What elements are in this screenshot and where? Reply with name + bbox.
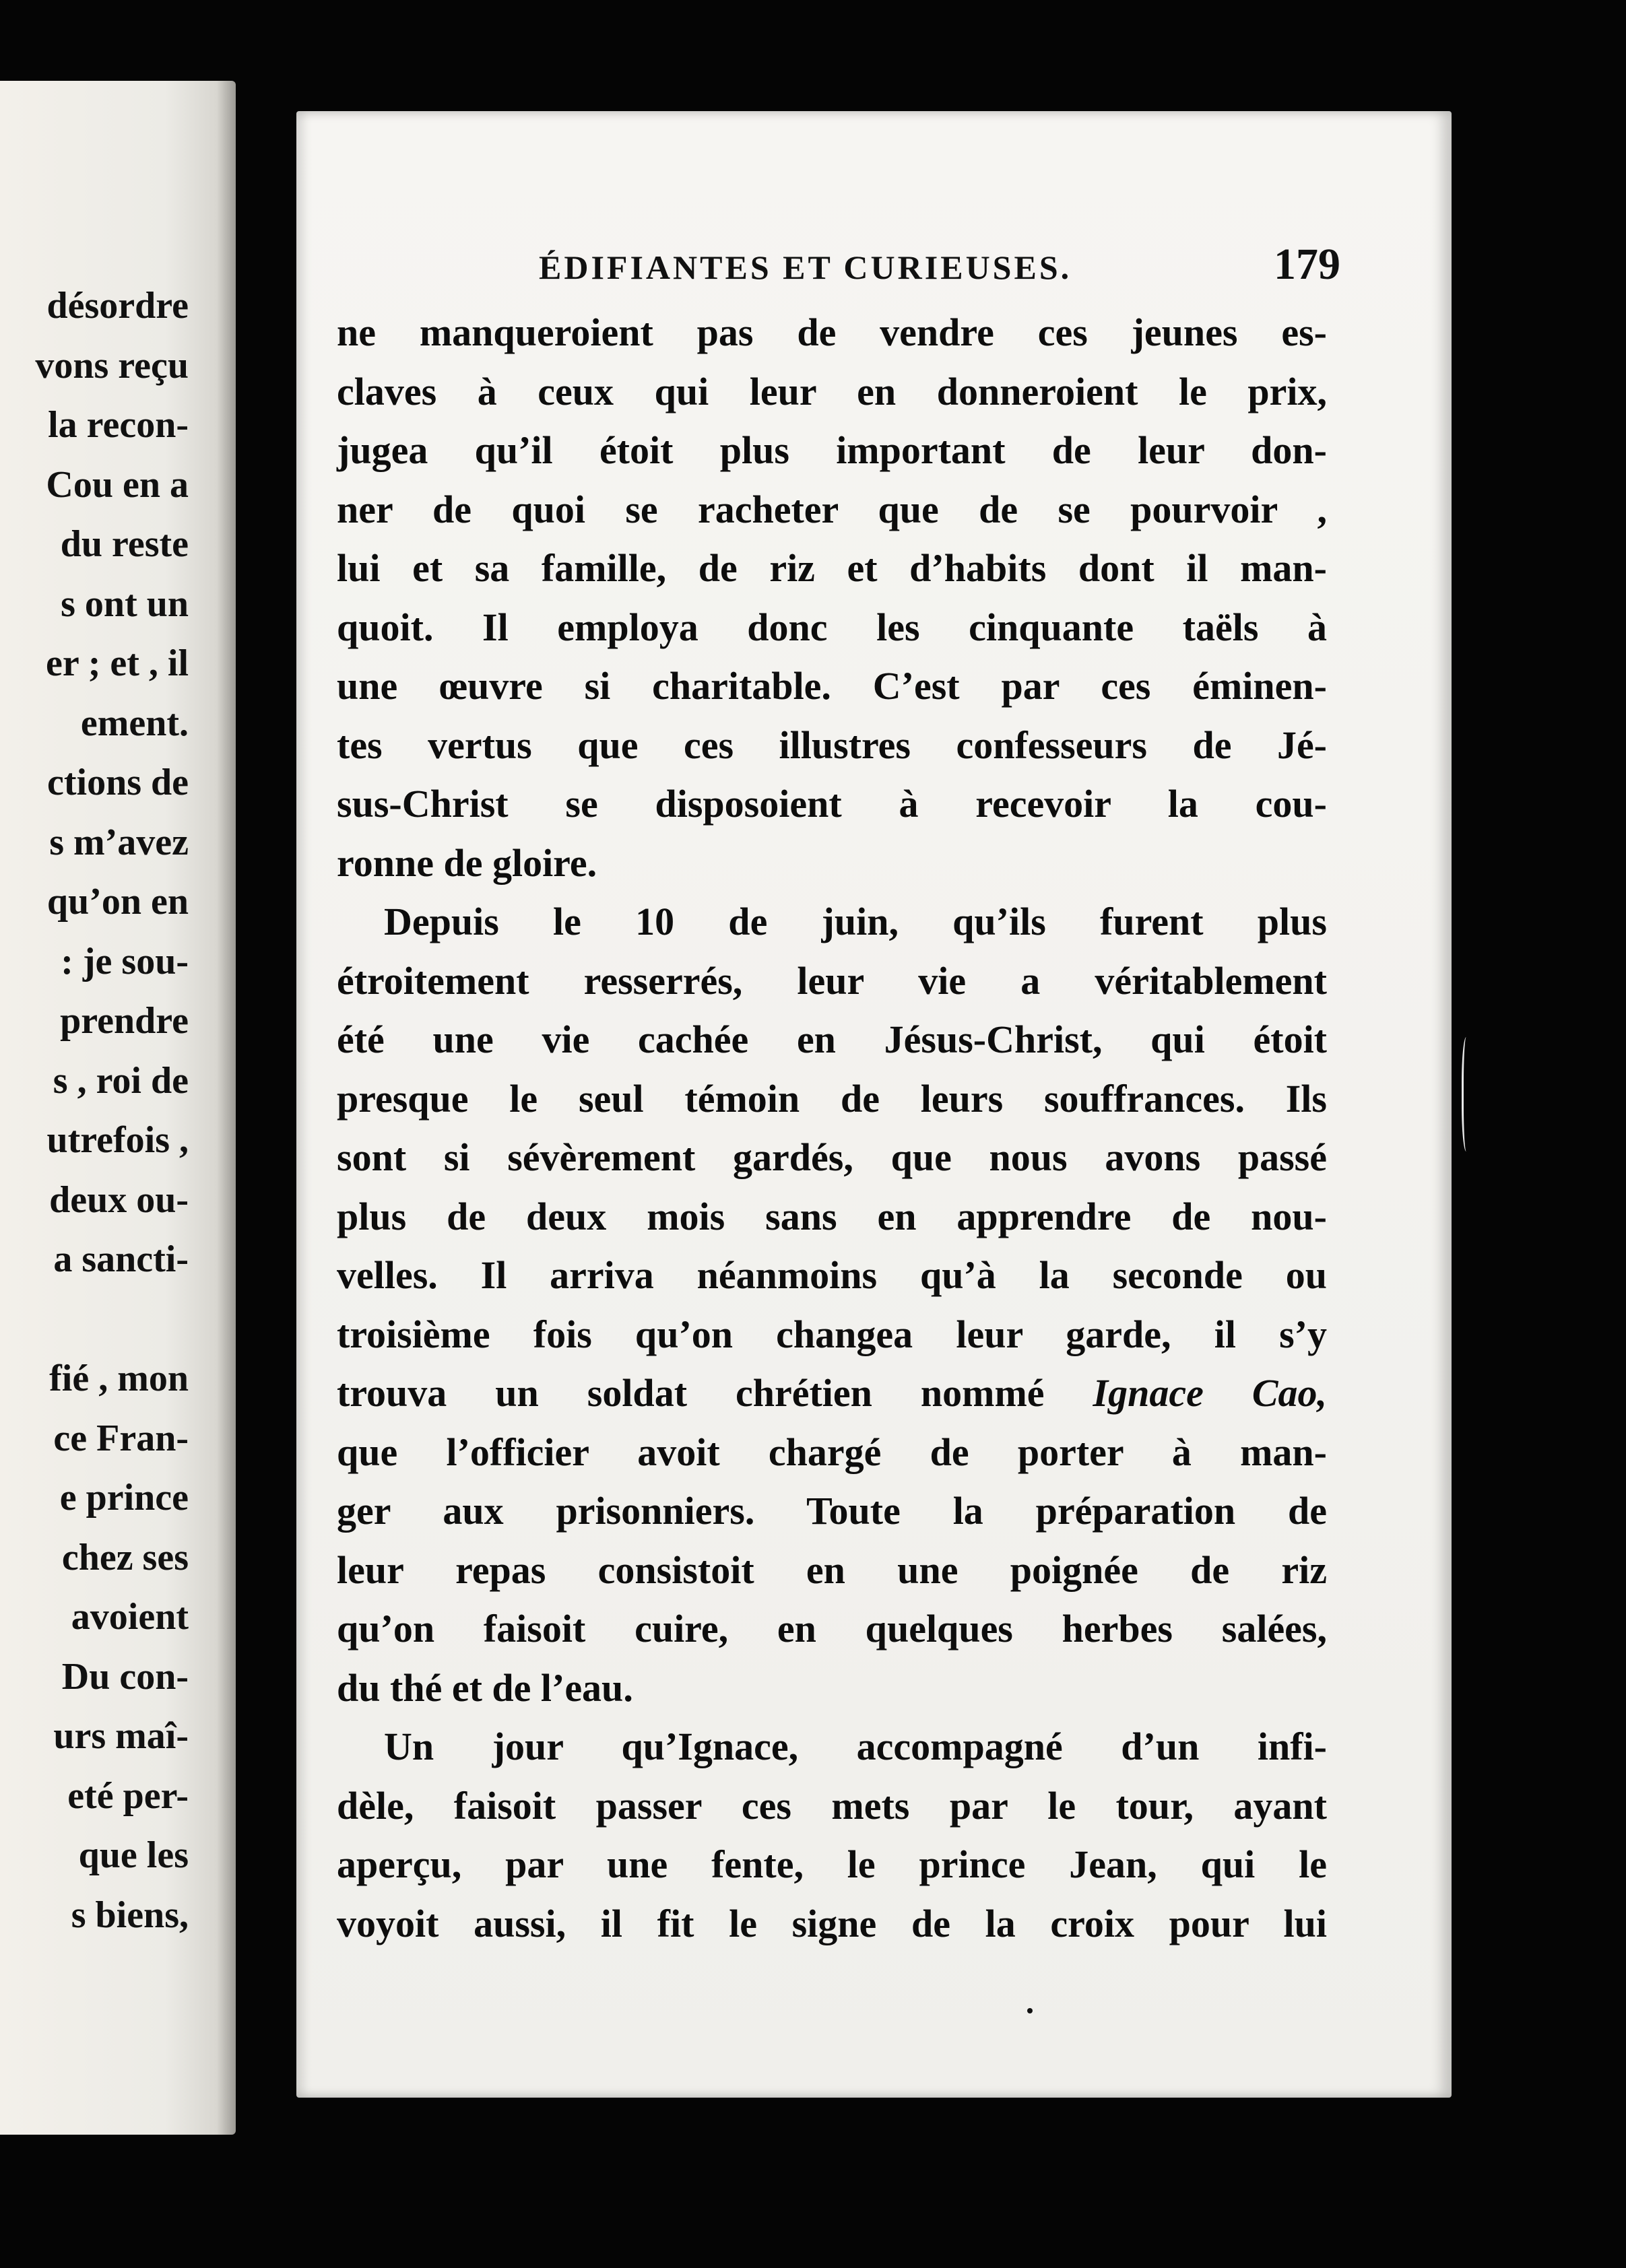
text-line: troisième fois qu’on changea leur garde, il s’y (337, 1312, 1327, 1356)
previous-page-line: prendre (60, 1000, 189, 1042)
text-line: été une vie cachée en Jésus-Christ, qui étoit (337, 1018, 1327, 1061)
previous-page-line: deux ou- (49, 1178, 189, 1221)
book-page (296, 111, 1452, 2098)
previous-page-line: fié , mon (49, 1358, 189, 1399)
text-fragment: trouva un soldat chrétien nommé (337, 1371, 1045, 1415)
page-header (539, 239, 1340, 300)
text-line: plus de deux mois sans en apprendre de nou- (337, 1194, 1327, 1238)
text-line: que l’officier avoit chargé de porter à man- (337, 1430, 1327, 1474)
text-line: étroitement resserrés, leur vie a véritablement (337, 958, 1327, 1003)
text-line: quoit. Il employa donc les cinquante taëls à (337, 605, 1327, 649)
text-line: velles. Il arriva néanmoins qu’à la seconde ou (337, 1253, 1327, 1297)
text-line: claves à ceux qui leur en donneroient le prix, (337, 369, 1327, 413)
text-line: voyoit aussi, il fit le signe de la croix pour lui (337, 1901, 1327, 1945)
text-line-with-name (337, 1364, 1327, 1423)
page-edge-mark (1462, 1037, 1473, 1152)
text-line: ne manqueroient pas de vendre ces jeunes es- (337, 310, 1327, 354)
previous-page-line: qu’on en (46, 881, 189, 923)
previous-page-line: ce Fran- (53, 1417, 189, 1459)
text-line: lui et sa famille, de riz et d’habits dont il man- (337, 546, 1327, 590)
previous-page-line: ement. (80, 702, 189, 744)
text-line: presque le seul témoin de leurs souffrances. Ils (337, 1076, 1327, 1121)
previous-page-line: Cou en a (46, 463, 189, 506)
text-line: aperçu, par une fente, le prince Jean, qui le (337, 1842, 1327, 1886)
previous-page-line: du reste (60, 523, 189, 565)
page-text (337, 303, 1327, 1953)
text-line: sus-Christ se disposoient à recevoir la cou- (337, 782, 1327, 826)
text-line: jugea qu’il étoit plus important de leur don- (337, 428, 1327, 472)
text-line: une œuvre si charitable. C’est par ces éminen- (337, 664, 1327, 708)
text-line: ger aux prisonniers. Toute la préparation de (337, 1489, 1327, 1533)
previous-page-line: chez ses (61, 1536, 189, 1578)
page-number: 179 (1274, 240, 1340, 289)
previous-page-line: urs maî- (53, 1715, 189, 1757)
italic-person-name: Ignace Cao, (1093, 1371, 1327, 1415)
text-line: sont si sévèrement gardés, que nous avons passé (337, 1135, 1327, 1179)
paragraph-start: Un jour qu’Ignace, accompagné d’un infi- (384, 1725, 1327, 1768)
text-line: ronne de gloire. (337, 840, 597, 885)
previous-page-line: ctions de (47, 762, 189, 803)
previous-page-line: er ; et , il (46, 642, 189, 684)
previous-page-line: a sancti- (53, 1238, 189, 1280)
previous-page (0, 81, 236, 2135)
previous-page-line: utrefois , (46, 1119, 189, 1161)
text-line: leur repas consistoit en une poignée de riz (337, 1547, 1327, 1592)
previous-page-line: vons reçu (35, 344, 189, 387)
previous-page-line: s biens, (71, 1894, 189, 1936)
text-line: qu’on faisoit cuire, en quelques herbes salées, (337, 1607, 1327, 1650)
text-line: du thé et de l’eau. (337, 1665, 633, 1710)
previous-page-line: : je sou- (61, 940, 189, 982)
text-line: tes vertus que ces illustres confesseurs de Jé- (337, 723, 1327, 767)
previous-page-line: s ont un (61, 582, 189, 625)
previous-page-line: s m’avez (49, 821, 189, 863)
previous-page-line: e prince (59, 1477, 189, 1519)
previous-page-line: eté per- (67, 1774, 189, 1817)
running-title: ÉDIFIANTES ET CURIEUSES. (539, 248, 1072, 286)
ink-dot (1027, 2008, 1033, 2013)
previous-page-line: la recon- (48, 404, 189, 446)
paragraph-start: Depuis le 10 de juin, qu’ils furent plus (384, 900, 1327, 943)
previous-page-line: s , roi de (53, 1059, 189, 1102)
previous-page-line: avoient (71, 1596, 189, 1638)
previous-page-line: que les (78, 1834, 189, 1876)
text-line: ner de quoi se racheter que de se pourvoir , (337, 487, 1327, 531)
text-line: dèle, faisoit passer ces mets par le tour, ayant (337, 1783, 1327, 1828)
previous-page-line: Du con- (61, 1655, 189, 1698)
previous-page-line: désordre (46, 285, 189, 327)
